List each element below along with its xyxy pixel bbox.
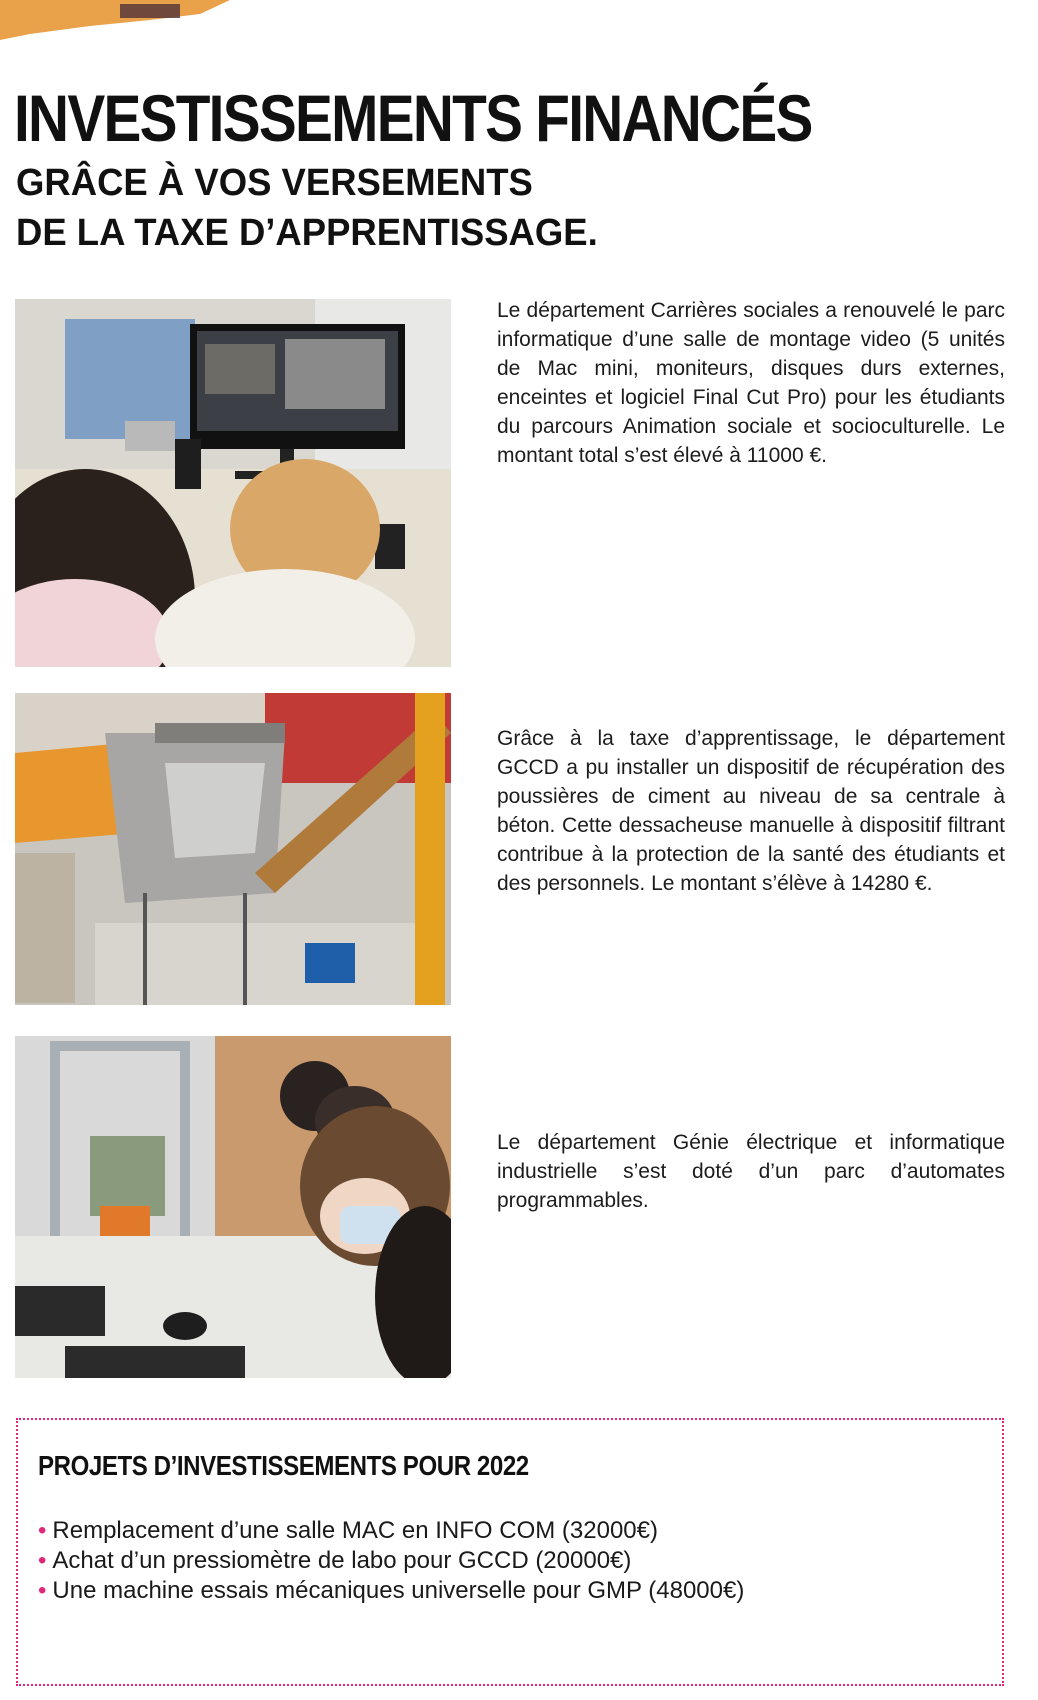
projects-list bbox=[38, 1516, 744, 1606]
projects-box bbox=[16, 1418, 1004, 1686]
video-editing-photo bbox=[15, 299, 451, 667]
top-decoration bbox=[0, 0, 300, 40]
bullet-icon: • bbox=[38, 1577, 47, 1604]
bullet-icon: • bbox=[38, 1517, 47, 1544]
bullet-icon: • bbox=[38, 1547, 47, 1574]
list-item: • Une machine essais mécaniques universelle pour GMP (48000€) bbox=[38, 1577, 745, 1604]
section-3-text: Le département Génie électrique et informatique industrielle s’est doté d’un parc d’automates programmables. bbox=[497, 1131, 1005, 1212]
list-item: • Remplacement d’une salle MAC en INFO COM (32000€) bbox=[38, 1517, 658, 1544]
section-1-text: Le département Carrières sociales a renouvelé le parc informatique d’une salle de montage video (5 unités de Mac mini, moniteurs, disques durs externes, enceintes et logiciel Final Cut Pro) pour les étudiants du parcours Animation sociale et socioculturelle. Le montant total s’est élevé à 11000 €. bbox=[497, 299, 1005, 467]
page-subtitle-line-1: GRÂCE À VOS VERSEMENTS bbox=[16, 162, 533, 204]
page-subtitle-line-2: DE LA TAXE D’APPRENTISSAGE. bbox=[16, 212, 598, 254]
section-2-text: Grâce à la taxe d’apprentissage, le département GCCD a pu installer un dispositif de récupération des poussières de ciment au niveau de sa centrale à béton. Cette dessacheuse manuelle à dispositif filtrant contribue à la protection de la santé des étudiants et des personnels. Le montant s’élève à 14280 €. bbox=[497, 727, 1005, 895]
projects-title: PROJETS D’INVESTISSEMENTS POUR 2022 bbox=[38, 1450, 529, 1481]
list-item: • Achat d’un pressiomètre de labo pour GCCD (20000€) bbox=[38, 1547, 632, 1574]
page-title: INVESTISSEMENTS FINANCÉS bbox=[14, 81, 812, 155]
concrete-plant-photo bbox=[15, 693, 451, 1005]
automation-lab-photo bbox=[15, 1036, 451, 1378]
